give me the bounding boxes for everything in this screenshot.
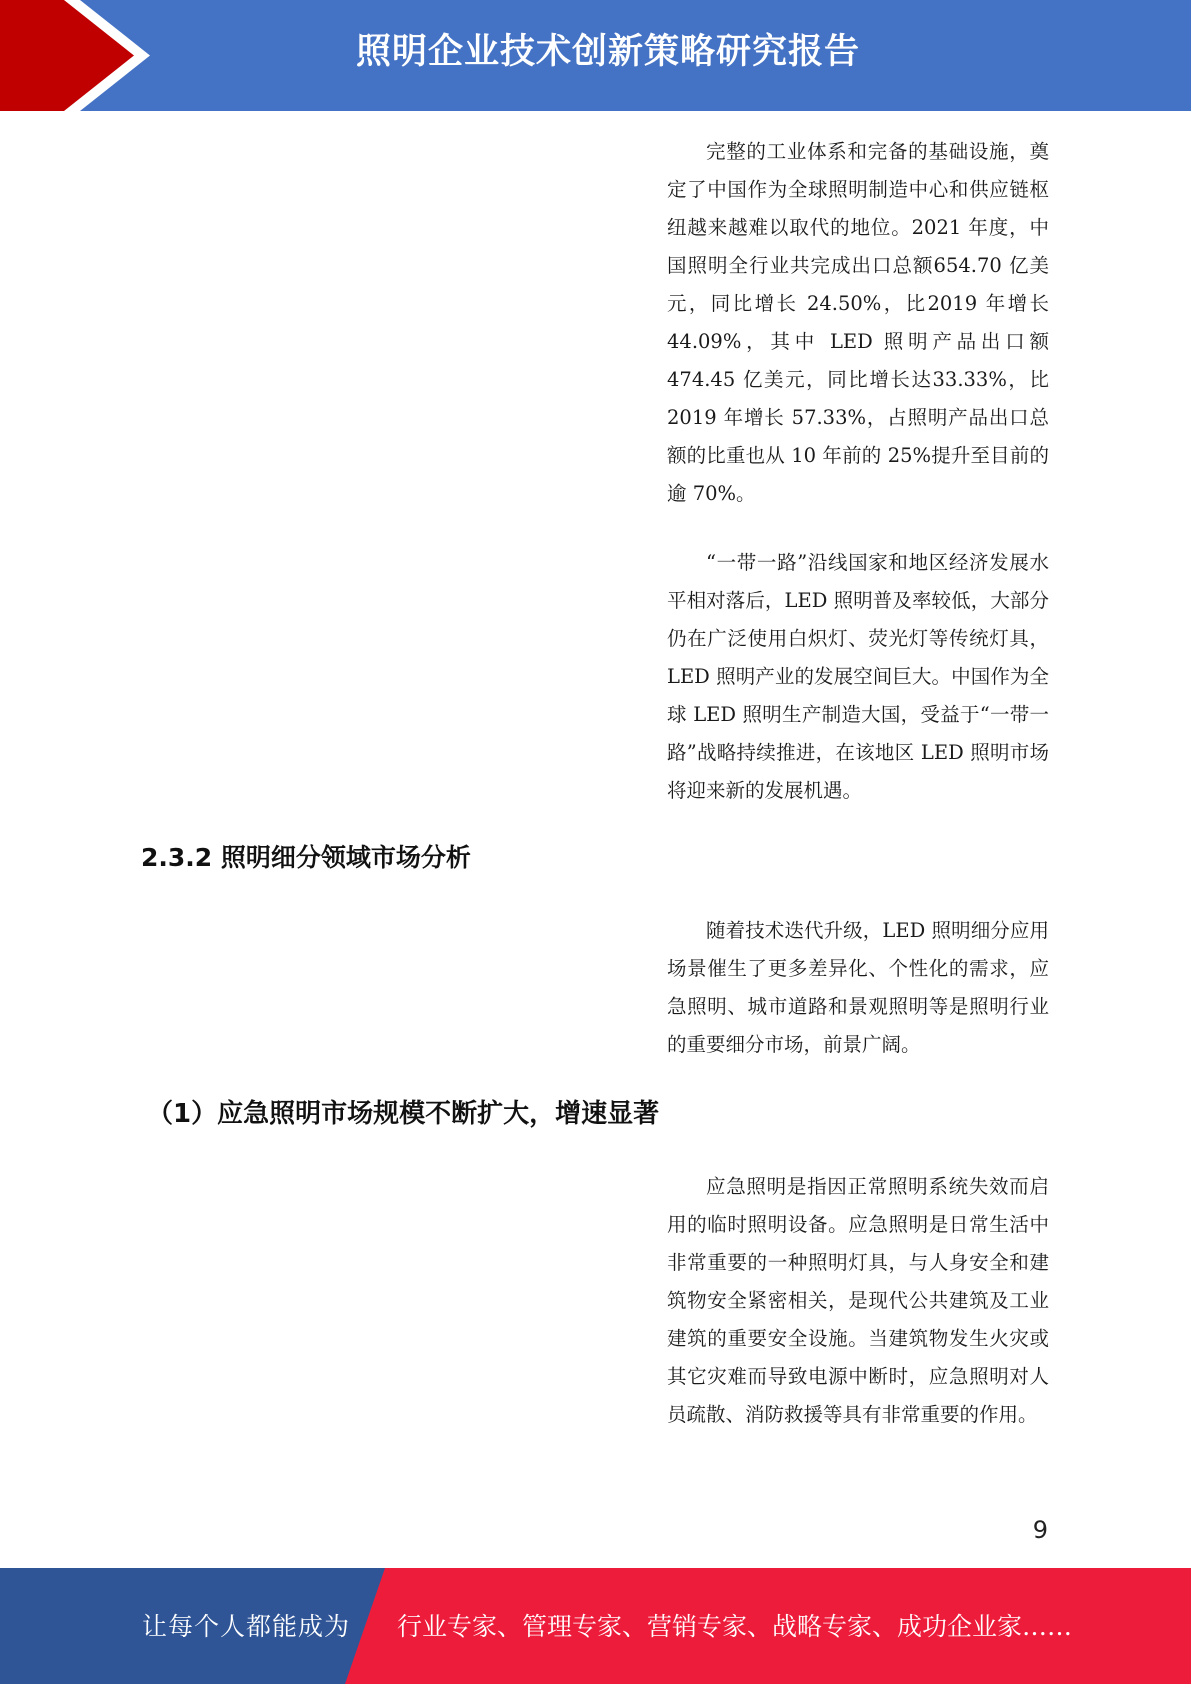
- paragraph-belt-and-road: “一带一路”沿线国家和地区经济发展水平相对落后，LED 照明普及率较低，大部分仍在广泛使用白炽灯、荧光灯等传统灯具，LED 照明产业的发展空间巨大。中国作为全球 LED 照明生产制造大国，受益于“一带一路”战略持续推进，在该地区 LED 照明市场将迎来新的发展机遇。: [667, 551, 1049, 802]
- paragraph-segment-intro: 随着技术迭代升级，LED 照明细分应用场景催生了更多差异化、个性化的需求，应急照明、城市道路和景观照明等是照明行业的重要细分市场，前景广阔。: [667, 919, 1049, 1056]
- footer-slogan-left: 让每个人都能成为: [142, 1612, 351, 1641]
- page-footer: [0, 1568, 1191, 1684]
- subsection-heading-emergency-lighting: （1）应急照明市场规模不断扩大，增速显著: [147, 1099, 660, 1129]
- page-header: [0, 0, 1191, 111]
- paragraph-emergency-lighting: 应急照明是指因正常照明系统失效而启用的临时照明设备。应急照明是日常生活中非常重要的一种照明灯具，与人身安全和建筑物安全紧密相关，是现代公共建筑及工业建筑的重要安全设施。当建筑物发生火灾或其它灾难而导致电源中断时，应急照明对人员疏散、消防救援等具有非常重要的作用。: [667, 1175, 1049, 1426]
- page-number: 9: [1032, 1516, 1048, 1544]
- report-title: 照明企业技术创新策略研究报告: [355, 32, 860, 72]
- paragraph-export-stats: 完整的工业体系和完备的基础设施，奠定了中国作为全球照明制造中心和供应链枢纽越来越难以取代的地位。2021 年度，中国照明全行业共完成出口总额654.70 亿美元，同比增长 24.50%，比2019 年增长 44.09%，其中 LED 照明产品出口额 474.45 亿美元，同比增长达33.33%，比 2019 年增长 57.33%，占照明产品出口总额的比重也从 10 年前的 25%提升至目前的逾 70%。: [667, 140, 1049, 505]
- section-heading-2-3-2: 2.3.2 照明细分领域市场分析: [141, 843, 471, 872]
- footer-slogan-right: 行业专家、管理专家、营销专家、战略专家、成功企业家……: [397, 1612, 1073, 1641]
